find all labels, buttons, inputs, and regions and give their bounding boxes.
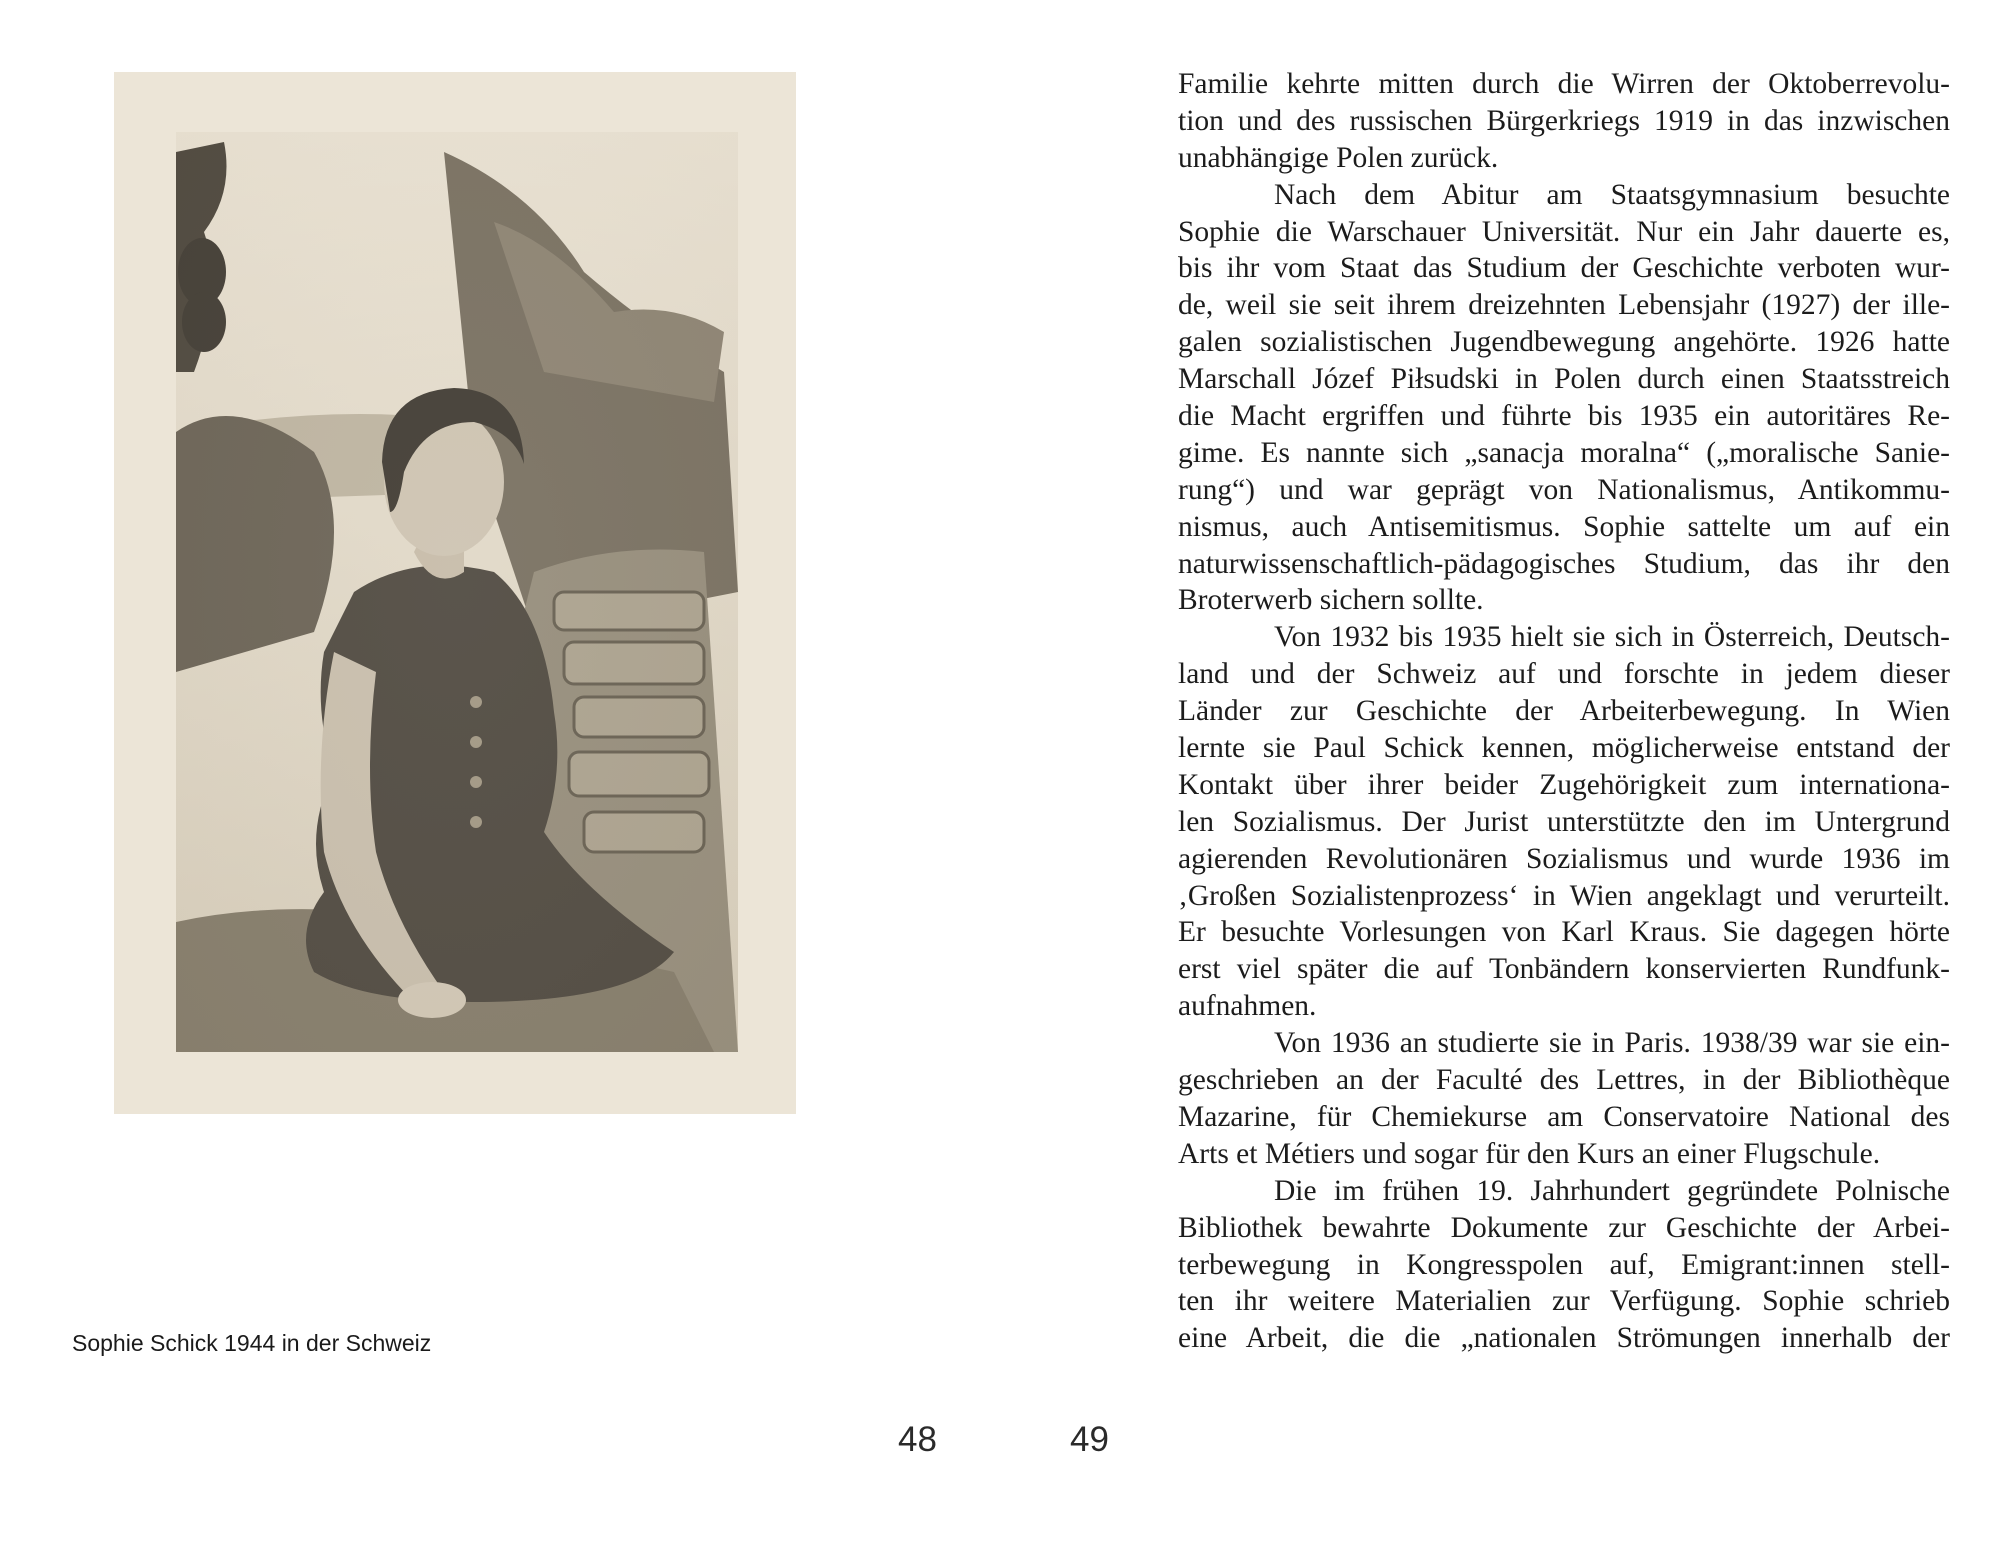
- text-line: Er besuchte Vorlesungen von Karl Kraus. Sie dagegen hörte: [1178, 916, 1950, 949]
- text-line: bis ihr vom Staat das Studium der Geschichte verboten wur-: [1178, 252, 1950, 285]
- text-line: terbewegung in Kongresspolen auf, Emigrant:innen stell-: [1178, 1248, 1950, 1281]
- text-line: Bibliothek bewahrte Dokumente zur Geschichte der Arbei-: [1178, 1211, 1950, 1244]
- text-line: rung“) und war geprägt von Nationalismus, Antikommu-: [1178, 473, 1950, 506]
- text-line: ten ihr weitere Materialien zur Verfügung. Sophie schrieb: [1178, 1285, 1950, 1318]
- text-line: Nach dem Abitur am Staatsgymnasium besuchte: [1274, 178, 1950, 211]
- text-line: tion und des russischen Bürgerkriegs 1919 in das inzwischen: [1178, 104, 1950, 137]
- text-line: Die im frühen 19. Jahrhundert gegründete Polnische: [1274, 1174, 1950, 1207]
- text-line: erst viel später die auf Tonbändern konservierten Rundfunk-: [1178, 953, 1950, 986]
- photo-illustration: [114, 72, 796, 1114]
- text-line: de, weil sie seit ihrem dreizehnten Lebensjahr (1927) der ille-: [1178, 289, 1950, 322]
- text-line: naturwissenschaftlich-pädagogisches Studium, das ihr den: [1178, 547, 1950, 580]
- text-line: eine Arbeit, die die „nationalen Strömungen innerhalb der: [1178, 1322, 1950, 1355]
- text-line: geschrieben an der Faculté des Lettres, in der Bibliothèque: [1178, 1064, 1950, 1097]
- text-line: agierenden Revolutionären Sozialismus und wurde 1936 im: [1178, 842, 1950, 875]
- photo: [114, 72, 796, 1114]
- text-line: Von 1932 bis 1935 hielt sie sich in Österreich, Deutsch-: [1274, 621, 1950, 654]
- text-line: Broterwerb sichern sollte.: [1178, 584, 1484, 617]
- text-line: len Sozialismus. Der Jurist unterstützte den im Untergrund: [1178, 805, 1950, 838]
- text-line: galen sozialistischen Jugendbewegung angehörte. 1926 hatte: [1178, 326, 1950, 359]
- text-line: Kontakt über ihrer beider Zugehörigkeit zum internationa-: [1178, 768, 1950, 801]
- text-line: Arts et Métiers und sogar für den Kurs an einer Flugschule.: [1178, 1137, 1881, 1170]
- text-line: Sophie die Warschauer Universität. Nur ein Jahr dauerte es,: [1178, 215, 1950, 248]
- text-line: die Macht ergriffen und führte bis 1935 ein autoritäres Re-: [1178, 400, 1950, 433]
- text-line: Länder zur Geschichte der Arbeiterbewegung. In Wien: [1178, 695, 1950, 728]
- text-line: aufnahmen.: [1178, 990, 1317, 1023]
- photo-caption: Sophie Schick 1944 in der Schweiz: [72, 1330, 432, 1356]
- text-line: Von 1936 an studierte sie in Paris. 1938/39 war sie ein-: [1274, 1027, 1950, 1060]
- text-line: Familie kehrte mitten durch die Wirren der Oktoberrevolu-: [1178, 68, 1950, 100]
- page-number-right: 49: [1070, 1420, 1109, 1459]
- text-line: lernte sie Paul Schick kennen, möglicherweise entstand der: [1178, 732, 1950, 765]
- text-line: gime. Es nannte sich „sanacja moralna“ („moralische Sanie-: [1178, 436, 1950, 469]
- body-text: [1178, 66, 1950, 1357]
- text-line: land und der Schweiz auf und forschte in jedem dieser: [1178, 658, 1950, 691]
- text-line: Marschall Józef Piłsudski in Polen durch einen Staatsstreich: [1178, 363, 1950, 396]
- page-number-left: 48: [898, 1420, 937, 1459]
- text-line: nismus, auch Antisemitismus. Sophie sattelte um auf ein: [1178, 510, 1950, 543]
- text-line: ‚Großen Sozialistenprozess‘ in Wien angeklagt und verurteilt.: [1178, 879, 1950, 912]
- text-line: unabhängige Polen zurück.: [1178, 141, 1499, 174]
- text-line: Mazarine, für Chemiekurse am Conservatoire National des: [1178, 1100, 1950, 1133]
